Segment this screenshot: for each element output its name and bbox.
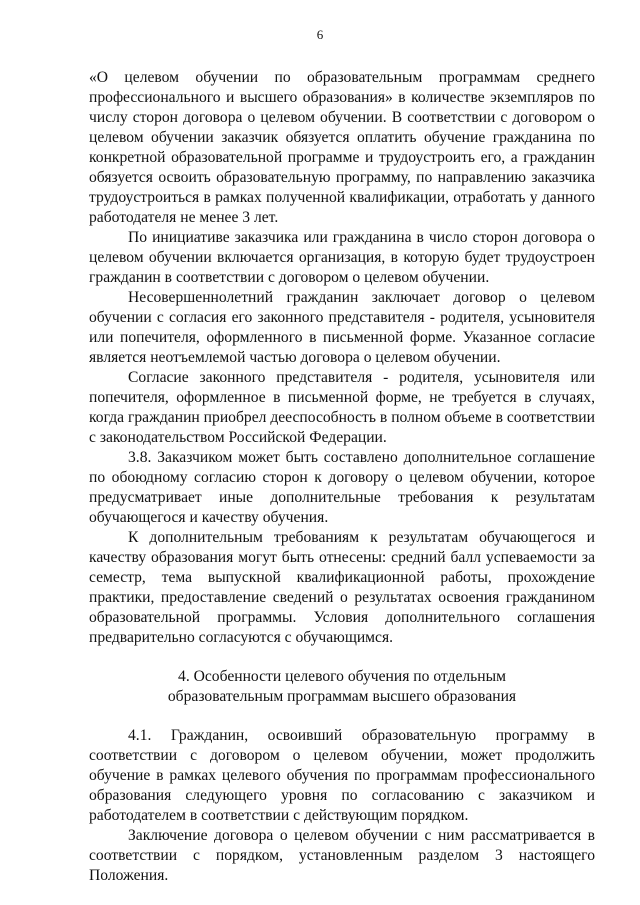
document-body [89,68,595,886]
page-number: 6 [316,27,324,42]
paragraph-3-8: 3.8. Заказчиком может быть составлено дополнительное соглашение по обоюдному согласию сторон к договору о целевом обучении, которое предусматривает иные дополнительные требования к результатам обучающегося и качеству обучения. [89,449,595,526]
paragraph-initiative: По инициативе заказчика или гражданина в число сторон договора о целевом обучении включается организация, в которую будет трудоустроен гражданин в соответствии с договором о целевом обучении. [89,229,595,286]
paragraph-4-1: 4.1. Гражданин, освоивший образовательную программу в соответствии с договором о целевом обучении, может продолжить обучение в рамках целевого обучения по программам профессионального образования следующего уровня по согласованию с заказчиком и работодателем в соответствии с действующим порядком. [89,727,595,824]
section-heading-line-2: образовательным программам высшего образования [167,688,517,705]
paragraph-minor-citizen: Несовершеннолетний гражданин заключает договор о целевом обучении с согласия его законного представителя - родителя, усыновителя или попечителя, оформленного в письменной форме. Указанное согласие является неотъемлемой частью договора о целевом обучении. [89,289,595,366]
section-heading [89,667,595,707]
paragraph-consent: Согласие законного представителя - родителя, усыновителя или попечителя, оформленное в письменной форме, не требуется в случаях, когда гражданин приобрел дееспособность в полном объеме в соответствии с законодательством Российской Федерации. [89,369,595,446]
paragraph-additional-requirements: К дополнительным требованиям к результатам обучающегося и качеству образования могут быть отнесены: средний балл успеваемости за семестр, тема выпускной квалификационной работы, прохождение практики, предоставление сведений о результатах освоения гражданином образовательной программы. Условия дополнительного соглашения предварительно согласуются с обучающимся. [89,529,595,646]
paragraph-contract-conclusion: Заключение договора о целевом обучении с ним рассматривается в соответствии с порядком, установленным разделом 3 настоящего Положения. [89,827,595,884]
section-heading-line-1: 4. Особенности целевого обучения по отдельным [178,668,506,685]
paragraph-continued: «О целевом обучении по образовательным программам среднего профессионального и высшего образования» в количестве экземпляров по числу сторон договора о целевом обучении. В соответствии с договором о целевом обучении заказчик обязуется оплатить обучение гражданина по конкретной образовательной программе и трудоустроить его, а гражданин обязуется освоить образовательную программу, по направлению заказчика трудоустроиться в рамках полученной квалификации, отработать у данного работодателя не менее 3 лет. [89,69,595,226]
